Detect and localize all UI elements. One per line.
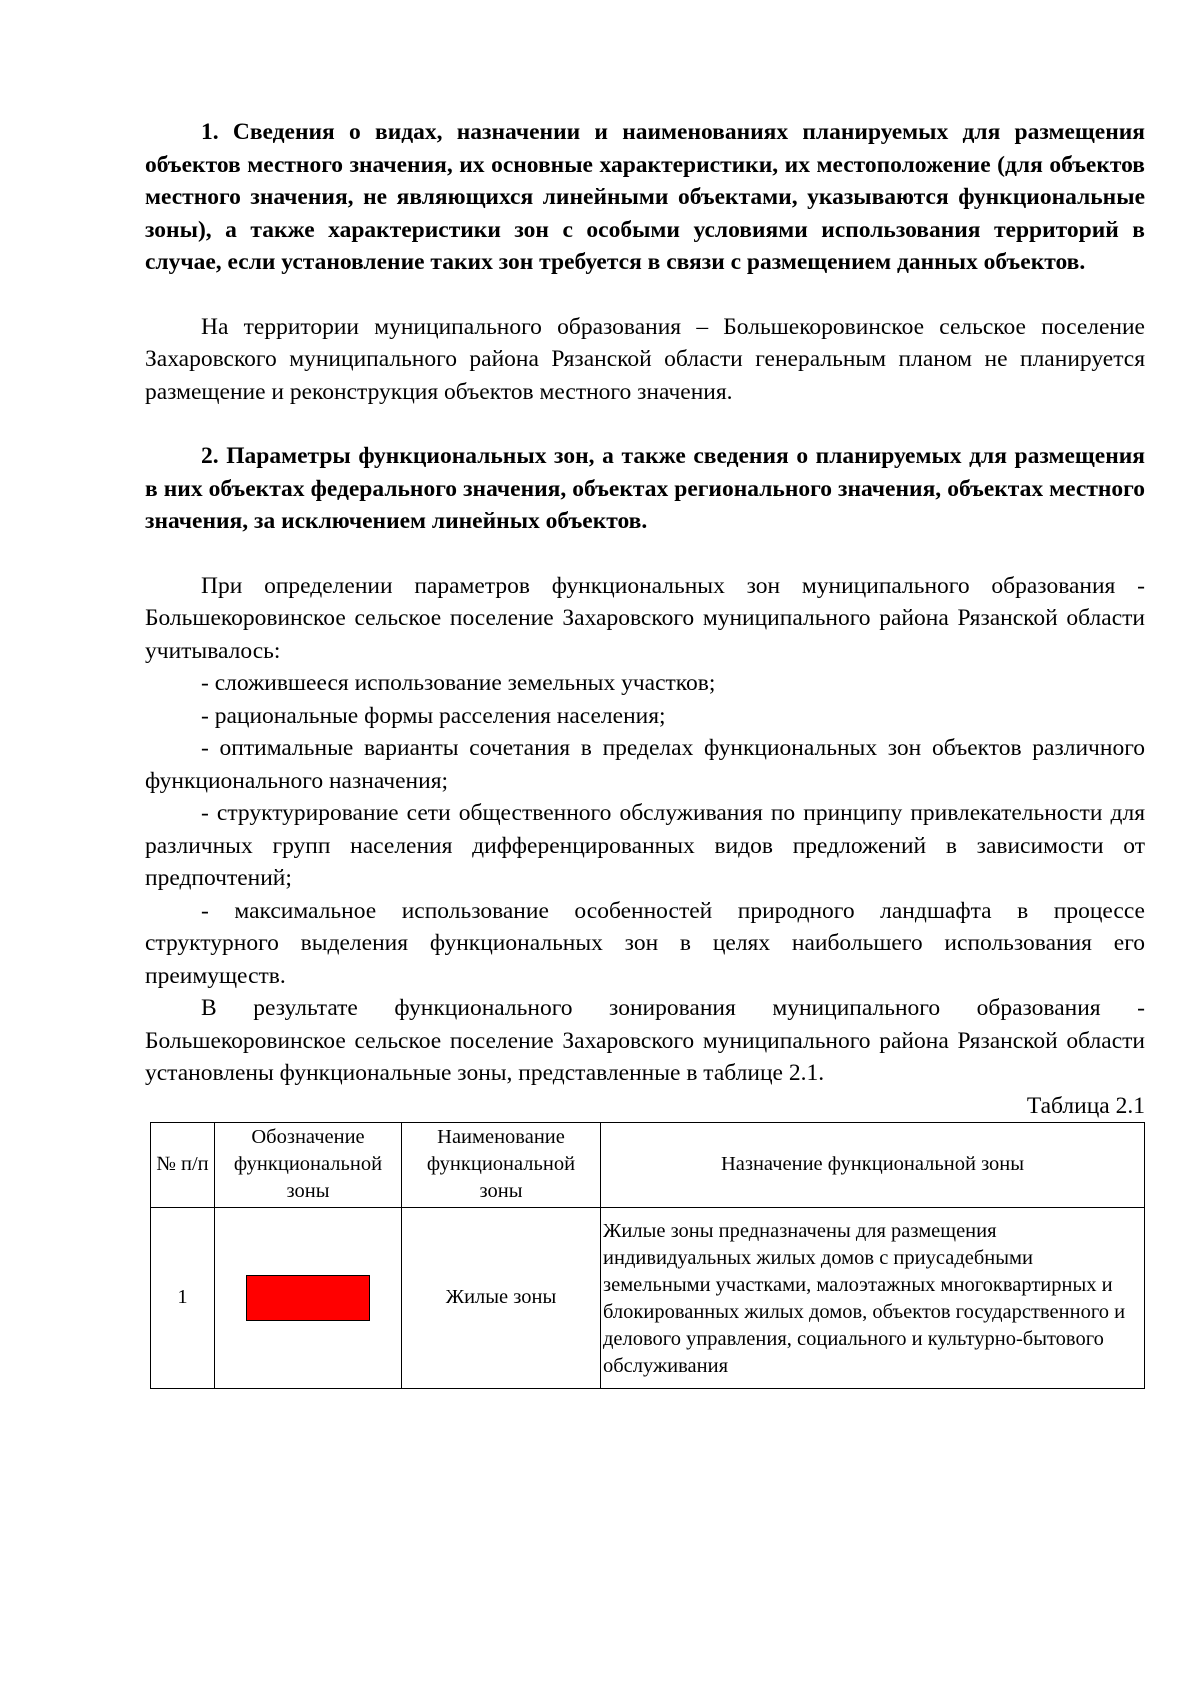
header-name: Наименование функциональной зоны (402, 1122, 601, 1207)
table-row (151, 1207, 1145, 1388)
section-2-heading: 2. Параметры функциональных зон, а также сведения о планируемых для размещения в них объектах федерального значения, объектах регионального значения, объектах местного значения, за исключением линейных объектов. (145, 443, 1145, 534)
header-purpose: Назначение функциональной зоны (601, 1122, 1145, 1207)
spacer (145, 279, 1145, 311)
spacer (145, 538, 1145, 570)
list-item: - максимальное использование особенностей природного ландшафта в процессе структурного выделения функциональных зон в целях наибольшего использования его преимуществ. (145, 897, 1145, 989)
list-item: - рациональные формы расселения населения; (201, 702, 666, 729)
table-caption: Таблица 2.1 (1026, 1092, 1145, 1119)
cell-name: Жилые зоны (402, 1207, 601, 1388)
cell-num: 1 (151, 1207, 215, 1388)
section-2-result: В результате функционального зонирования муниципального образования - Большекоровинское сельское поселение Захаровского муниципального района Рязанской области установлены функциональные зоны, представленные в таблице 2.1. (145, 995, 1145, 1086)
zone-color-swatch (246, 1275, 370, 1321)
section-2-intro: При определении параметров функциональных зон муниципального образования - Большекоровинское сельское поселение Захаровского муниципального района Рязанской области учитывалось: (145, 572, 1145, 664)
list-item: - структурирование сети общественного обслуживания по принципу привлекательности для различных групп населения дифференцированных видов предложений в зависимости от предпочтений; (145, 800, 1145, 891)
zones-table (150, 1122, 1145, 1389)
list-item: - оптимальные варианты сочетания в пределах функциональных зон объектов различного функционального назначения; (145, 735, 1145, 794)
spacer (145, 408, 1145, 440)
section-1-paragraph: На территории муниципального образования – Большекоровинское сельское поселение Захаровского муниципального района Рязанской области генеральным планом не планируется размещение и реконструкция объектов местного значения. (145, 313, 1145, 405)
header-symbol: Обозначение функциональной зоны (215, 1122, 402, 1207)
document-page (145, 116, 1145, 1389)
header-num: № п/п (151, 1122, 215, 1207)
list-item: - сложившееся использование земельных участков; (201, 670, 716, 696)
section-1-heading: 1. Сведения о видах, назначении и наименованиях планируемых для размещения объектов местного значения, их основные характеристики, их местоположение (для объектов местного значения, не являющихся линейными объектами, указываются функциональные зоны), а также характеристики зон с особыми условиями использования территорий в случае, если установление таких зон требуется в связи с размещением данных объектов. (145, 119, 1145, 275)
cell-purpose: Жилые зоны предназначены для размещения индивидуальных жилых домов с приусадебными земельными участками, малоэтажных многоквартирных и блокированных жилых домов, объектов государственного и делового управления, социального и культурно-бытового обслуживания (601, 1207, 1145, 1388)
cell-symbol (215, 1207, 402, 1388)
consideration-list (145, 667, 1145, 992)
table-header-row (151, 1122, 1145, 1207)
